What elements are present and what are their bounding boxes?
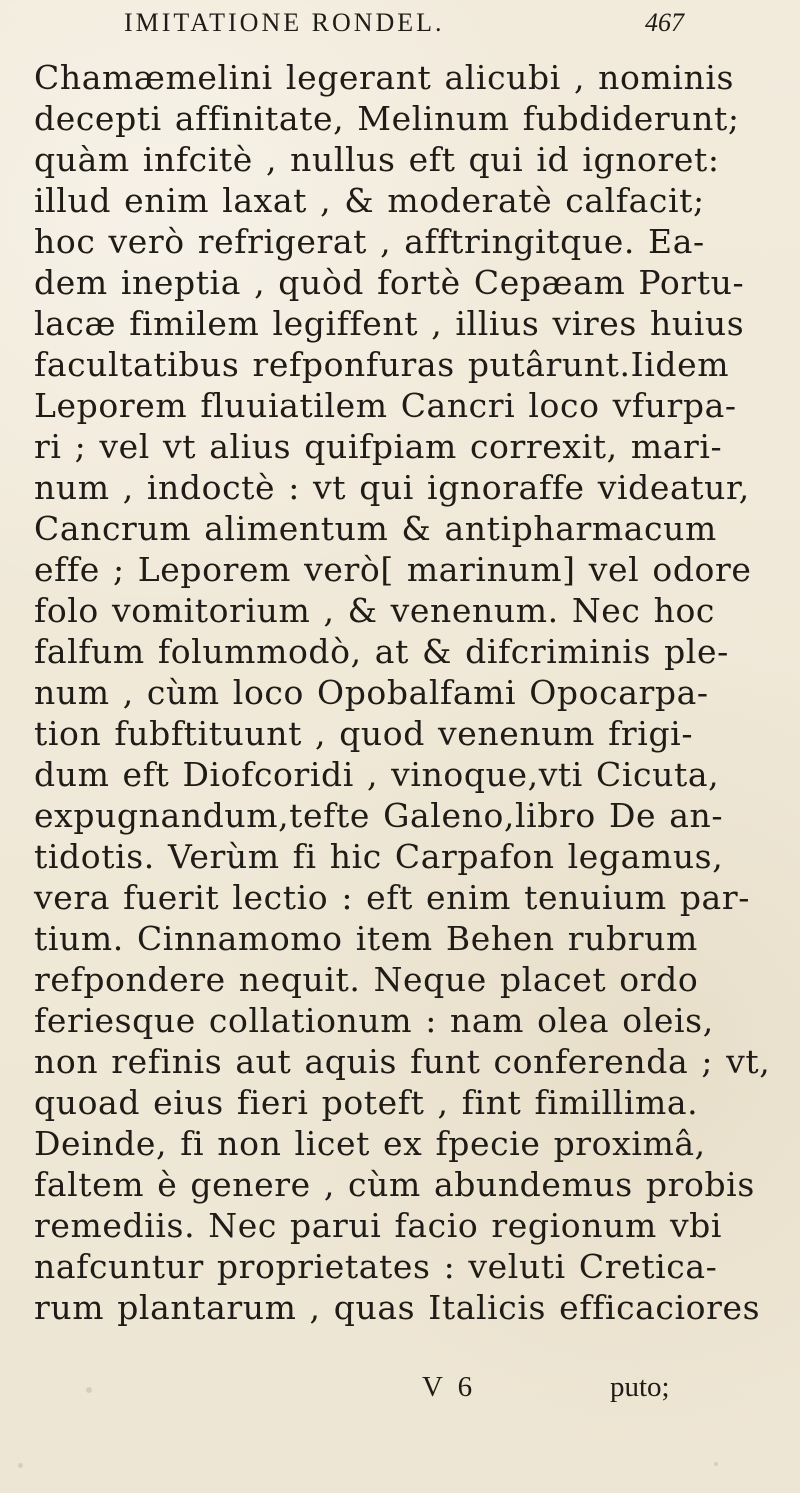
text-line: tion fubftituunt , quod venenum frigi- bbox=[34, 714, 694, 753]
text-line: quoad eius fieri poteft , fint fimillima. bbox=[34, 1083, 699, 1122]
text-line: refpondere nequit. Neque placet ordo bbox=[34, 960, 699, 999]
text-line: num , indoctè : vt qui ignoraffe videatur, bbox=[34, 468, 750, 507]
text-line: hoc verò refrigerat , afftringitque. Ea- bbox=[34, 222, 705, 261]
text-line: rum plantarum , quas Italicis efficaciores bbox=[34, 1288, 761, 1327]
text-line: Cancrum alimentum & antipharmacum bbox=[34, 509, 717, 548]
text-line: falfum folummodò, at & difcriminis ple- bbox=[34, 632, 729, 671]
paper-speck bbox=[714, 1462, 718, 1466]
paper-speck bbox=[18, 1463, 23, 1468]
text-line: vera fuerit lectio : eft enim tenuium par- bbox=[34, 878, 750, 917]
text-line: num , cùm loco Opobalfami Opocarpa- bbox=[34, 673, 709, 712]
text-line: expugnandum,tefte Galeno,libro De an- bbox=[34, 796, 724, 835]
running-title: IMITATIONE RONDEL. bbox=[124, 8, 445, 37]
text-line: lacæ fimilem legiffent , illius vires huius bbox=[34, 304, 745, 343]
signature-mark: V 6 bbox=[422, 1371, 477, 1403]
text-line: folo vomitorium , & venenum. Nec hoc bbox=[34, 591, 715, 630]
text-line: dum eft Diofcoridi , vinoque,vti Cicuta, bbox=[34, 755, 720, 794]
text-line: remediis. Nec parui facio regionum vbi bbox=[34, 1206, 723, 1245]
text-line: ri ; vel vt alius quifpiam correxit, mari- bbox=[34, 427, 723, 466]
page-footer bbox=[0, 1370, 800, 1404]
running-header bbox=[124, 6, 684, 40]
text-line: nafcuntur proprietates : veluti Cretica- bbox=[34, 1247, 718, 1286]
text-line: dem ineptia , quòd fortè Cepæam Portu- bbox=[34, 263, 745, 302]
text-line: non refinis aut aquis funt conferenda ; vt, bbox=[34, 1042, 771, 1081]
text-line: decepti affinitate, Melinum fubdiderunt; bbox=[34, 99, 740, 138]
catchword: puto; bbox=[610, 1371, 670, 1403]
text-line: Chamæmelini legerant alicubi , nominis bbox=[34, 58, 735, 97]
text-line: Leporem fluuiatilem Cancri loco vfurpa- bbox=[34, 386, 737, 425]
text-line: tidotis. Verùm fi hic Carpafon legamus, bbox=[34, 837, 724, 876]
text-line: tium. Cinnamomo item Behen rubrum bbox=[34, 919, 698, 958]
paper-speck bbox=[86, 1387, 92, 1393]
text-line: quàm infcitè , nullus eft qui id ignoret: bbox=[34, 140, 720, 179]
text-line: faltem è genere , cùm abundemus probis bbox=[34, 1165, 755, 1204]
page-number: 467 bbox=[645, 8, 684, 37]
text-line: effe ; Leporem verò[ marinum] vel odore bbox=[34, 550, 752, 589]
text-line: Deinde, fi non licet ex fpecie proximâ, bbox=[34, 1124, 706, 1163]
text-line: illud enim laxat , & moderatè calfacit; bbox=[34, 181, 705, 220]
text-line: feriesque collationum : nam olea oleis, bbox=[34, 1001, 714, 1040]
text-line: facultatibus refponfuras putârunt.Iidem bbox=[34, 345, 730, 384]
